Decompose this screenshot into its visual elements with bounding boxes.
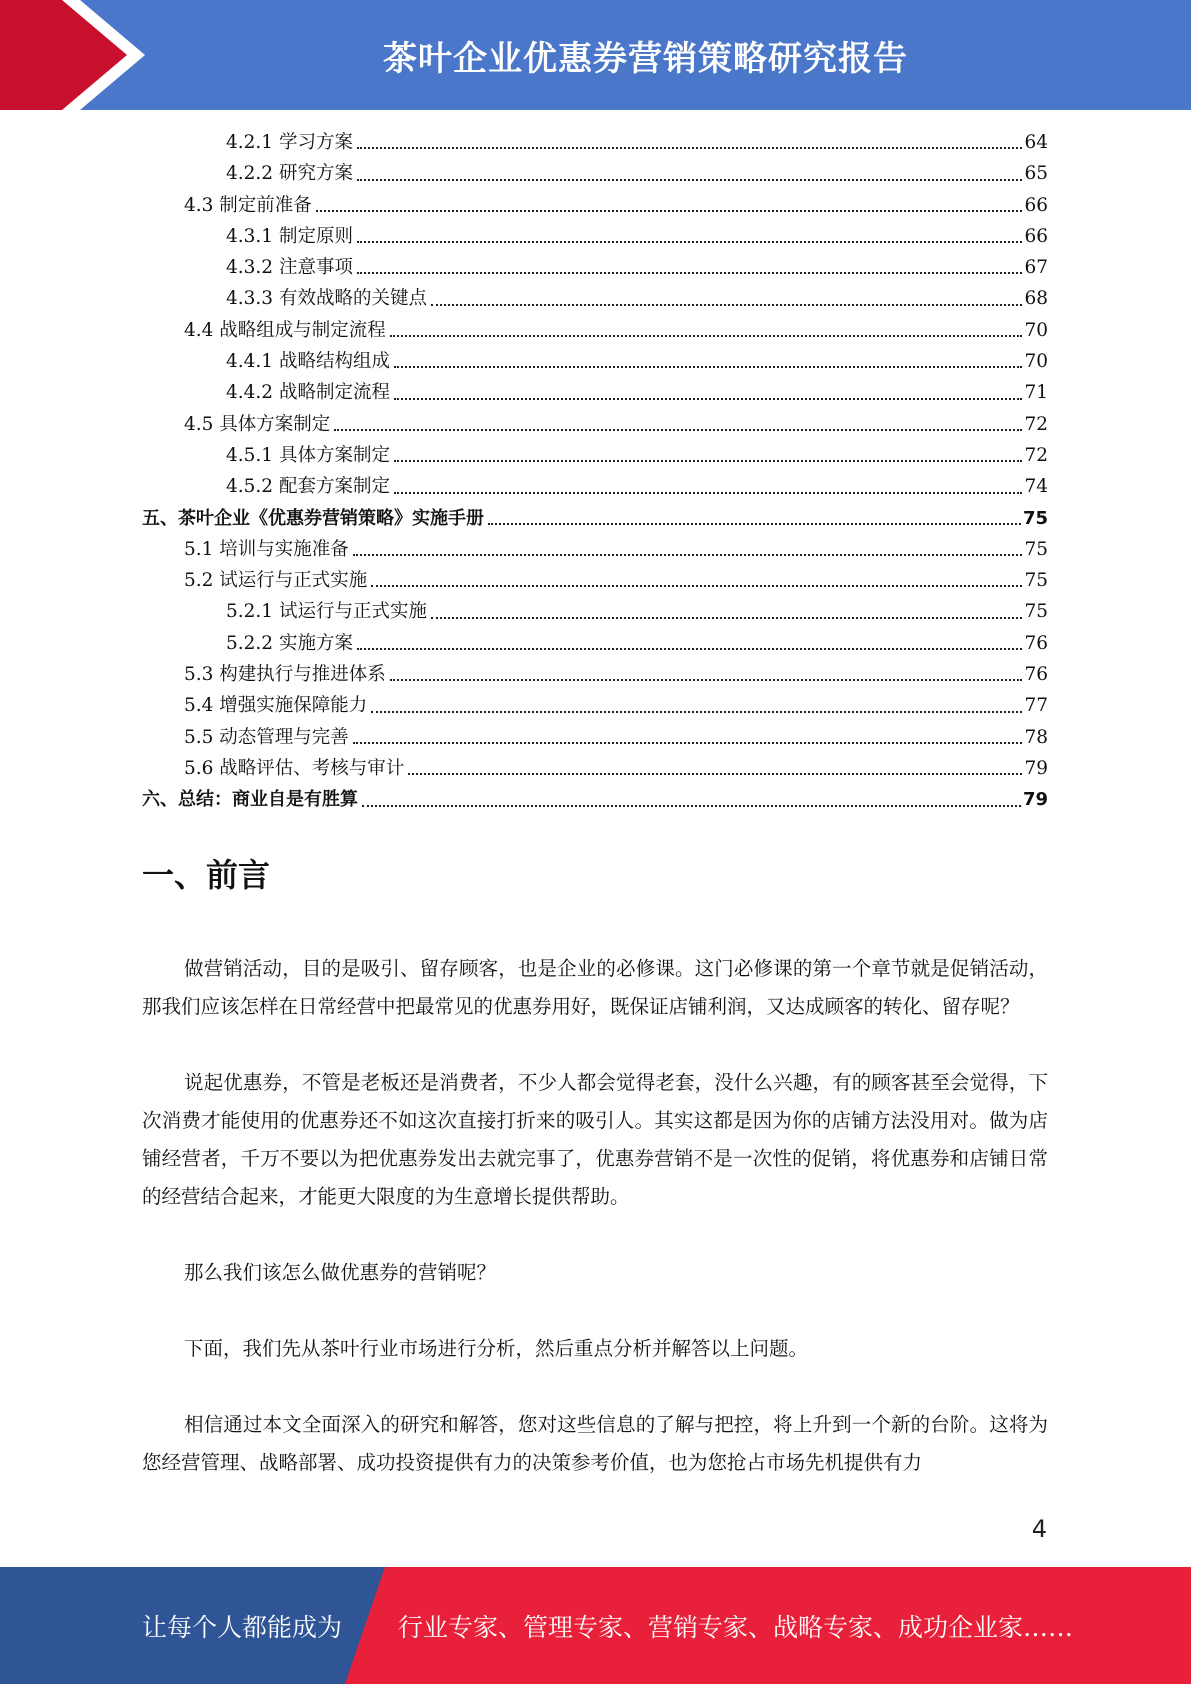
toc-leader-dots: [357, 147, 1023, 149]
toc-entry-label: 5.6 战略评估、考核与审计: [184, 757, 405, 779]
toc-leader-dots: [394, 366, 1022, 368]
toc-entry[interactable]: [142, 503, 1048, 534]
toc-entry-page: 66: [1024, 225, 1048, 247]
toc-leader-dots: [316, 210, 1023, 212]
toc-entry-page: 74: [1024, 476, 1048, 498]
toc-entry-label: 4.3 制定前准备: [184, 194, 312, 216]
footer-slogan-right: 行业专家、管理专家、营销专家、战略专家、成功企业家……: [398, 1612, 1074, 1642]
footer-slogan-left: 让每个人都能成为: [142, 1612, 343, 1642]
toc-leader-dots: [390, 679, 1023, 681]
toc-entry[interactable]: [142, 471, 1048, 502]
document-title: 茶叶企业优惠券营销策略研究报告: [383, 38, 908, 79]
toc-entry-page: 75: [1024, 538, 1048, 560]
toc-entry-label: 六、总结：商业自是有胜算: [142, 789, 358, 811]
toc-leader-dots: [394, 460, 1022, 462]
body-paragraph: 做营销活动，目的是吸引、留存顾客，也是企业的必修课。这门必修课的第一个章节就是促销活动，那我们应该怎样在日常经营中把最常见的优惠券用好，既保证店铺利润，又达成顾客的转化、留存呢？: [142, 957, 1048, 1018]
toc-entry[interactable]: [142, 784, 1048, 815]
toc-entry-label: 4.5.2 配套方案制定: [226, 476, 390, 498]
toc-entry-label: 4.3.1 制定原则: [226, 225, 353, 247]
toc-entry[interactable]: [142, 596, 1048, 627]
section-body: [142, 950, 1048, 1520]
toc-entry-label: 5.2.1 试运行与正式实施: [226, 601, 427, 623]
toc-leader-dots: [431, 617, 1022, 619]
toc-entry-label: 5.5 动态管理与完善: [184, 726, 349, 748]
toc-entry[interactable]: [142, 283, 1048, 314]
toc-entry-label: 4.3.2 注意事项: [226, 257, 353, 279]
toc-leader-dots: [408, 773, 1022, 775]
section-heading: 一、前言: [142, 856, 271, 894]
toc-entry-page: 78: [1024, 726, 1048, 748]
toc-leader-dots: [353, 554, 1023, 556]
toc-entry-label: 5.3 构建执行与推进体系: [184, 664, 386, 686]
toc-entry-label: 5.2 试运行与正式实施: [184, 570, 368, 592]
page-header: [0, 0, 1191, 110]
toc-entry[interactable]: [142, 346, 1048, 377]
toc-entry[interactable]: [142, 158, 1048, 189]
toc-leader-dots: [357, 241, 1023, 243]
toc-entry-page: 75: [1022, 507, 1048, 529]
body-paragraph: 相信通过本文全面深入的研究和解答，您对这些信息的了解与把控，将上升到一个新的台阶。这将为您经营管理、战略部署、成功投资提供有力的决策参考价值，也为您抢占市场先机提供有力: [142, 1413, 1048, 1474]
toc-entry-page: 76: [1024, 664, 1048, 686]
toc-entry-page: 68: [1024, 288, 1048, 310]
toc-leader-dots: [357, 648, 1023, 650]
toc-entry[interactable]: [142, 409, 1048, 440]
toc-leader-dots: [390, 335, 1023, 337]
toc-entry-label: 5.2.2 实施方案: [226, 632, 353, 654]
toc-entry-page: 70: [1024, 319, 1048, 341]
toc-leader-dots: [394, 492, 1022, 494]
body-paragraph: 那么我们该怎么做优惠券的营销呢？: [184, 1261, 497, 1284]
toc-leader-dots: [488, 523, 1021, 525]
toc-entry-label: 4.4 战略组成与制定流程: [184, 319, 386, 341]
toc-entry[interactable]: [142, 690, 1048, 721]
toc-leader-dots: [431, 304, 1022, 306]
toc-entry[interactable]: [142, 628, 1048, 659]
toc-entry-label: 4.4.2 战略制定流程: [226, 382, 390, 404]
toc-entry-page: 79: [1024, 757, 1048, 779]
toc-entry[interactable]: [142, 221, 1048, 252]
toc-entry-label: 5.4 增强实施保障能力: [184, 695, 368, 717]
toc-entry-page: 75: [1024, 570, 1048, 592]
toc-entry[interactable]: [142, 659, 1048, 690]
toc-entry[interactable]: [142, 127, 1048, 158]
toc-leader-dots: [353, 742, 1023, 744]
toc-entry-page: 64: [1024, 132, 1048, 153]
toc-entry-label: 4.2.2 研究方案: [226, 163, 353, 185]
toc-entry-label: 4.2.1 学习方案: [226, 132, 353, 153]
table-of-contents: [142, 127, 1048, 816]
toc-leader-dots: [371, 585, 1022, 587]
toc-entry-label: 五、茶叶企业《优惠券营销策略》实施手册: [142, 507, 484, 529]
toc-entry-page: 66: [1024, 194, 1048, 216]
toc-entry-label: 5.1 培训与实施准备: [184, 538, 349, 560]
toc-entry[interactable]: [142, 252, 1048, 283]
toc-entry-page: 79: [1022, 789, 1048, 811]
page-number: 4: [1031, 1515, 1047, 1543]
toc-entry[interactable]: [142, 565, 1048, 596]
toc-leader-dots: [334, 429, 1022, 431]
toc-entry-page: 72: [1024, 444, 1048, 466]
toc-entry-page: 75: [1024, 601, 1048, 623]
toc-entry[interactable]: [142, 534, 1048, 565]
header-chevron-decoration: [0, 0, 160, 110]
page-footer: [0, 1567, 1191, 1684]
toc-entry[interactable]: [142, 377, 1048, 408]
toc-leader-dots: [362, 805, 1021, 807]
toc-leader-dots: [394, 398, 1022, 400]
toc-leader-dots: [371, 711, 1022, 713]
toc-entry[interactable]: [142, 753, 1048, 784]
toc-entry-page: 72: [1024, 413, 1048, 435]
toc-entry-label: 4.3.3 有效战略的关键点: [226, 288, 427, 310]
toc-entry-label: 4.5 具体方案制定: [184, 413, 331, 435]
body-paragraph: 下面，我们先从茶叶行业市场进行分析，然后重点分析并解答以上问题。: [184, 1337, 809, 1360]
body-paragraph: 说起优惠券，不管是老板还是消费者，不少人都会觉得老套，没什么兴趣，有的顾客甚至会觉得，下次消费才能使用的优惠券还不如这次直接打折来的吸引人。其实这都是因为你的店铺方法没用对。做为店铺经营者，千万不要以为把优惠券发出去就完事了，优惠券营销不是一次性的促销，将优惠券和店铺日常的经营结合起来，才能更大限度的为生意增长提供帮助。: [142, 1071, 1048, 1208]
toc-leader-dots: [357, 179, 1023, 181]
toc-entry-label: 4.5.1 具体方案制定: [226, 444, 390, 466]
toc-entry-page: 76: [1024, 632, 1048, 654]
toc-entry-page: 70: [1024, 351, 1048, 373]
toc-entry[interactable]: [142, 722, 1048, 753]
toc-entry-page: 67: [1024, 257, 1048, 279]
toc-entry-page: 65: [1024, 163, 1048, 185]
toc-entry[interactable]: [142, 440, 1048, 471]
toc-entry[interactable]: [142, 315, 1048, 346]
toc-entry[interactable]: [142, 190, 1048, 221]
toc-entry-page: 77: [1024, 695, 1048, 717]
toc-leader-dots: [357, 272, 1023, 274]
toc-entry-page: 71: [1024, 382, 1048, 404]
toc-entry-label: 4.4.1 战略结构组成: [226, 351, 390, 373]
